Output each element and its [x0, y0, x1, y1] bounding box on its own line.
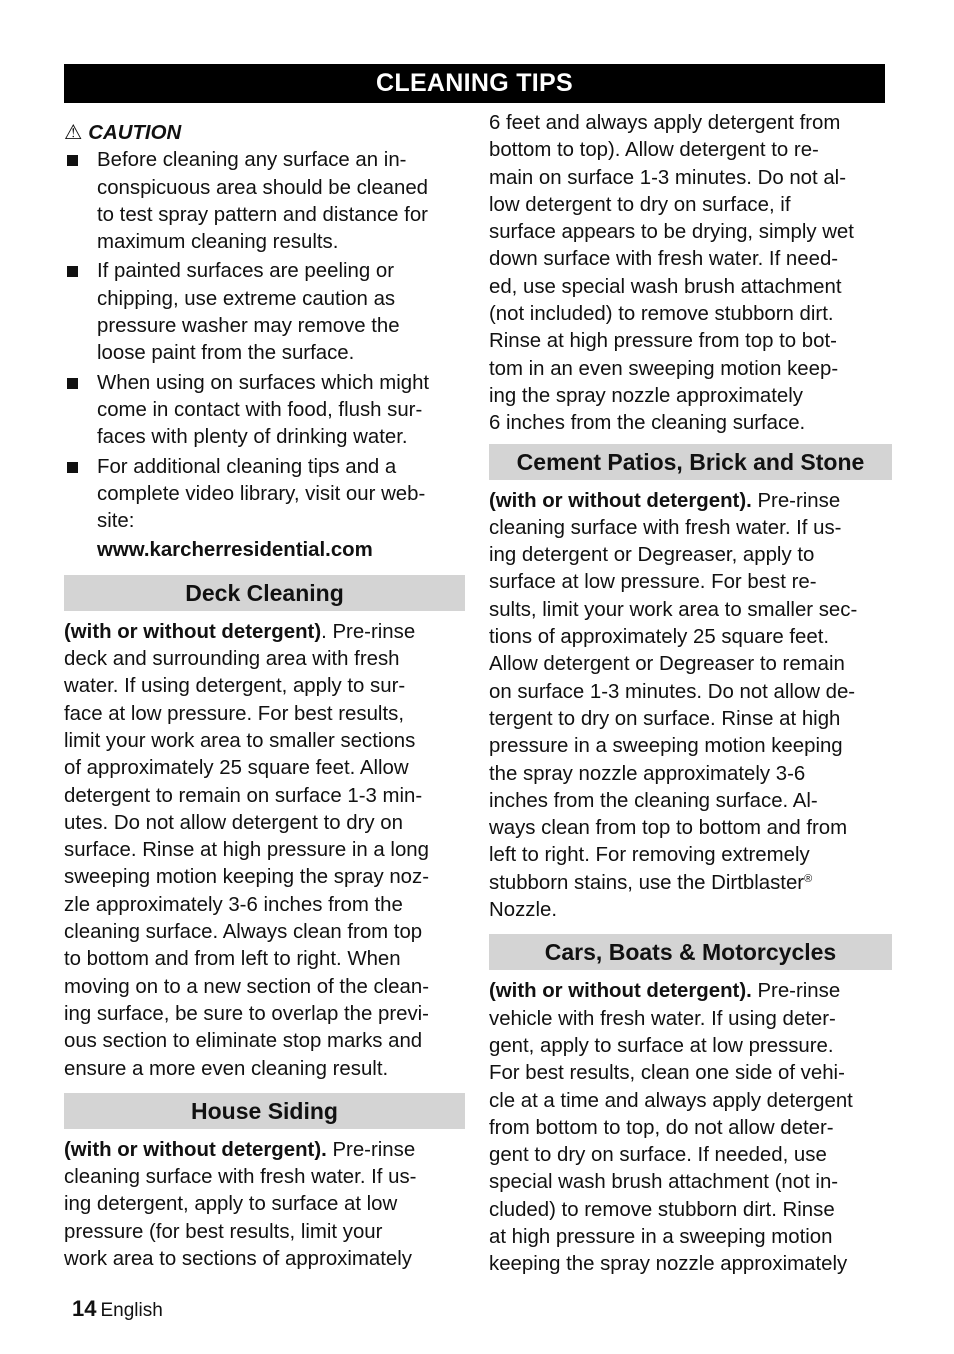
section-heading-deck-cleaning: Deck Cleaning [64, 575, 465, 611]
footer-language: English [100, 1300, 163, 1321]
left-column [64, 110, 465, 1273]
house-siding-continued-text [489, 110, 892, 438]
text-line: tions of approximately 25 square feet. [489, 626, 830, 649]
text-line: bottom to top). Allow detergent to re- [489, 139, 819, 162]
text-line: down surface with fresh water. If need- [489, 248, 839, 271]
text-line: ed, use special wash brush attachment [489, 275, 842, 298]
text-line: chipping, use extreme caution as [97, 287, 396, 310]
text-line: moving on to a new section of the clean- [64, 975, 429, 998]
text-line: ensure a more even cleaning result. [64, 1057, 389, 1080]
text-line: 6 feet and always apply detergent from [489, 112, 841, 134]
house-siding-text [64, 1137, 465, 1273]
text-line: detergent to remain on surface 1-3 min- [64, 784, 423, 807]
text-line: vehicle with fresh water. If using deter- [489, 1007, 836, 1030]
text-line: Before cleaning any surface an in- [97, 149, 407, 172]
text-line: surface appears to be drying, simply wet [489, 221, 854, 244]
cars-boats-text [489, 978, 892, 1278]
page-title: CLEANING TIPS [64, 64, 885, 103]
warning-triangle-icon: ⚠ [64, 122, 83, 144]
text-line [64, 1137, 465, 1164]
text-line: of approximately 25 square feet. Allow [64, 757, 409, 780]
text-line: ing surface, be sure to overlap the previ- [64, 1002, 429, 1025]
lead-bold: (with or without detergent) [64, 620, 322, 643]
text-line: deck and surrounding area with fresh [64, 648, 400, 671]
text-line: keeping the spray nozzle approximately [489, 1253, 848, 1276]
text-line: tom in an even sweeping motion keep- [489, 357, 839, 380]
lead-bold: (with or without detergent). [64, 1138, 327, 1161]
text-line: utes. Do not allow detergent to dry on [64, 811, 403, 834]
text-line: tergent to dry on surface. Rinse at high [489, 707, 841, 730]
text-line: on surface 1-3 minutes. Do not allow de- [489, 680, 856, 703]
text-line: face at low pressure. For best results, [64, 702, 404, 725]
text-line: cle at a time and always apply detergent [489, 1089, 853, 1112]
text-line: For additional cleaning tips and a [97, 455, 397, 478]
text-line: surface at low pressure. For best re- [489, 571, 817, 594]
right-column [489, 110, 892, 1279]
section-heading-cars-boats: Cars, Boats & Motorcycles [489, 934, 892, 970]
caution-bullet [64, 258, 465, 367]
page-footer [72, 1296, 163, 1322]
text-line: pressure in a sweeping motion keeping [489, 735, 843, 758]
caution-bullet [64, 454, 465, 536]
text-line: Nozzle. [489, 899, 557, 922]
text-line: maximum cleaning results. [97, 231, 339, 254]
text-line: low detergent to dry on surface, if [489, 193, 791, 216]
text-line: 6 inches from the cleaning surface. [489, 412, 806, 435]
lead-rest: Pre-rinse [751, 489, 841, 512]
text-line: come in contact with food, flush sur- [97, 398, 423, 421]
text-line: When using on surfaces which might [97, 371, 430, 394]
text-line: ous section to eliminate stop marks and [64, 1030, 423, 1053]
text-line: complete video library, visit our web- [97, 482, 426, 505]
text-line: the spray nozzle approximately 3-6 [489, 762, 806, 785]
deck-cleaning-text [64, 619, 465, 1083]
text-line: at high pressure in a sweeping motion [489, 1225, 833, 1248]
text-line: If painted surfaces are peeling or [97, 260, 394, 283]
text-line: to bottom and from left to right. When [64, 948, 401, 971]
lead-bold: (with or without detergent). [489, 489, 752, 512]
text-line: pressure washer may remove the [97, 315, 400, 338]
page-number: 14 [72, 1296, 97, 1321]
text-line: (not included) to remove stubborn dirt. [489, 303, 834, 326]
text-line: conspicuous area should be cleaned [97, 176, 429, 199]
dirtblaster-text: stubborn stains, use the Dirtblaster [489, 871, 805, 894]
text-line: inches from the cleaning surface. Al- [489, 789, 818, 812]
website-link[interactable]: www.karcherresidential.com [97, 539, 373, 562]
text-line: limit your work area to smaller sections [64, 729, 416, 752]
bullet-square-icon [67, 155, 78, 166]
lead-bold: (with or without detergent). [489, 980, 752, 1003]
registered-mark: ® [804, 872, 813, 885]
text-line [64, 619, 465, 646]
section-heading-house-siding: House Siding [64, 1093, 465, 1129]
text-line: surface. Rinse at high pressure in a long [64, 839, 429, 862]
bullet-square-icon [67, 266, 78, 277]
lead-rest: Pre-rinse [326, 1138, 416, 1161]
caution-bullet [64, 147, 465, 256]
text-line: site: [97, 510, 135, 533]
lead-rest: Pre-rinse [751, 980, 841, 1003]
caution-heading [64, 120, 465, 147]
text-line: ing detergent, apply to surface at low [64, 1193, 398, 1216]
text-line: cleaning surface. Always clean from top [64, 921, 423, 944]
cement-patios-text [489, 488, 892, 925]
caution-bullet [64, 370, 465, 452]
text-line: For best results, clean one side of vehi- [489, 1062, 845, 1085]
section-heading-cement-patios: Cement Patios, Brick and Stone [489, 444, 892, 480]
text-line: faces with plenty of drinking water. [97, 426, 408, 449]
text-line [489, 488, 892, 515]
text-line: Allow detergent or Degreaser to remain [489, 653, 845, 676]
text-line: pressure (for best results, limit your [64, 1220, 383, 1243]
text-line: loose paint from the surface. [97, 342, 355, 365]
text-line: Rinse at high pressure from top to bot- [489, 330, 837, 353]
text-line: gent, apply to surface at low pressure. [489, 1034, 834, 1057]
text-line: work area to sections of approximately [64, 1247, 412, 1270]
text-line [489, 870, 892, 897]
text-line: cleaning surface with fresh water. If us- [489, 516, 842, 539]
lead-rest: . Pre-rinse [321, 620, 416, 643]
text-line [489, 978, 892, 1005]
bullet-square-icon [67, 378, 78, 389]
text-line: left to right. For removing extremely [489, 844, 810, 867]
text-line: ing the spray nozzle approximately [489, 384, 803, 407]
text-line: cleaning surface with fresh water. If us- [64, 1166, 417, 1189]
text-line: ing detergent or Degreaser, apply to [489, 544, 815, 567]
text-line: from bottom to top, do not allow deter- [489, 1116, 834, 1139]
text-line: sweeping motion keeping the spray noz- [64, 866, 429, 889]
text-line: gent to dry on surface. If needed, use [489, 1144, 827, 1167]
text-line: special wash brush attachment (not in- [489, 1171, 839, 1194]
text-line: water. If using detergent, apply to sur- [64, 675, 406, 698]
text-line: main on surface 1-3 minutes. Do not al- [489, 166, 847, 189]
text-line: cluded) to remove stubborn dirt. Rinse [489, 1198, 835, 1221]
text-line: ways clean from top to bottom and from [489, 817, 848, 840]
text-line: to test spray pattern and distance for [97, 203, 428, 226]
bullet-square-icon [67, 462, 78, 473]
caution-label: CAUTION [88, 122, 182, 144]
text-line: sults, limit your work area to smaller sec- [489, 598, 858, 621]
text-line: zle approximately 3-6 inches from the [64, 893, 403, 916]
